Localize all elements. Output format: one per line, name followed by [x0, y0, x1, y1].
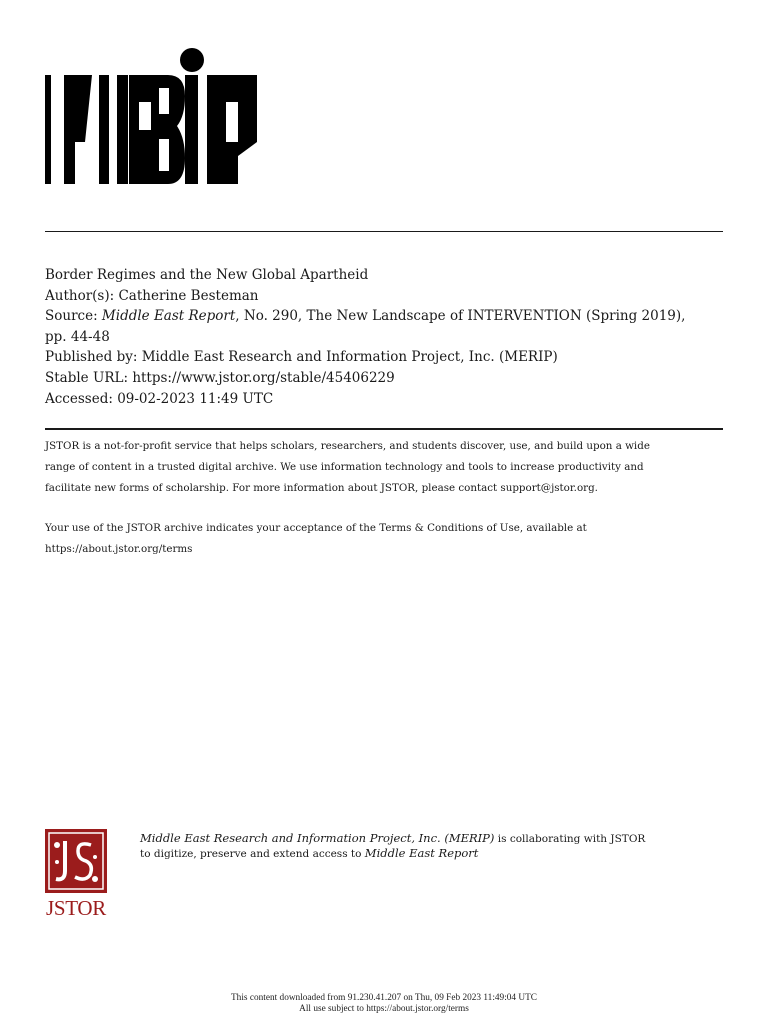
stable-url-link[interactable]: https://www.jstor.org/stable/45406229 — [132, 369, 395, 386]
footer-terms-line: All use subject to https://about.jstor.org/terms — [299, 1004, 469, 1014]
article-pages: pp. 44-48 — [45, 328, 110, 345]
article-title: Border Regimes and the New Global Apartheid — [45, 267, 369, 283]
article-author: Author(s): Catherine Besteman — [45, 287, 259, 304]
article-publisher: Published by: Middle East Research and Information Project, Inc. (MERIP) — [45, 349, 558, 366]
article-stable-url: Stable URL: https://www.jstor.org/stable/45406229 — [45, 369, 395, 386]
notice-paragraph-1: JSTOR is a not-for-profit service that helps scholars, researchers, and students discover, use, and build upon a wide range of content in a trusted digital archive. We use information technology and tools to increase productivity and facilitate new forms of scholarship. For more information about JSTOR, please contact support@jstor.org. — [45, 440, 650, 494]
terms-link[interactable]: https://about.jstor.org/terms — [45, 543, 193, 556]
notice-paragraph-2: Your use of the JSTOR archive indicates your acceptance of the Terms & Conditions of Use, available at https://about.jstor.org/terms — [45, 522, 587, 556]
article-metadata — [45, 265, 735, 409]
collaboration-statement: Middle East Research and Information Project, Inc. (MERIP) is collaborating with JSTOR to digitize, preserve and extend access to Middle East Report — [140, 831, 646, 860]
header-rule — [45, 231, 723, 232]
article-source: Source: Middle East Report, No. 290, The New Landscape of INTERVENTION (Spring 2019), — [45, 308, 686, 325]
footer-download-line: This content downloaded from 91.230.41.207 on Thu, 09 Feb 2023 11:49:04 UTC — [231, 993, 537, 1003]
jstor-notice — [45, 436, 735, 560]
jstor-wordmark: JSTOR — [46, 896, 106, 920]
article-accessed: Accessed: 09-02-2023 11:49 UTC — [45, 390, 274, 407]
jstor-seal-icon — [45, 829, 107, 893]
merip-logo — [45, 46, 257, 186]
download-footer — [0, 993, 768, 1015]
section-rule — [45, 428, 723, 430]
